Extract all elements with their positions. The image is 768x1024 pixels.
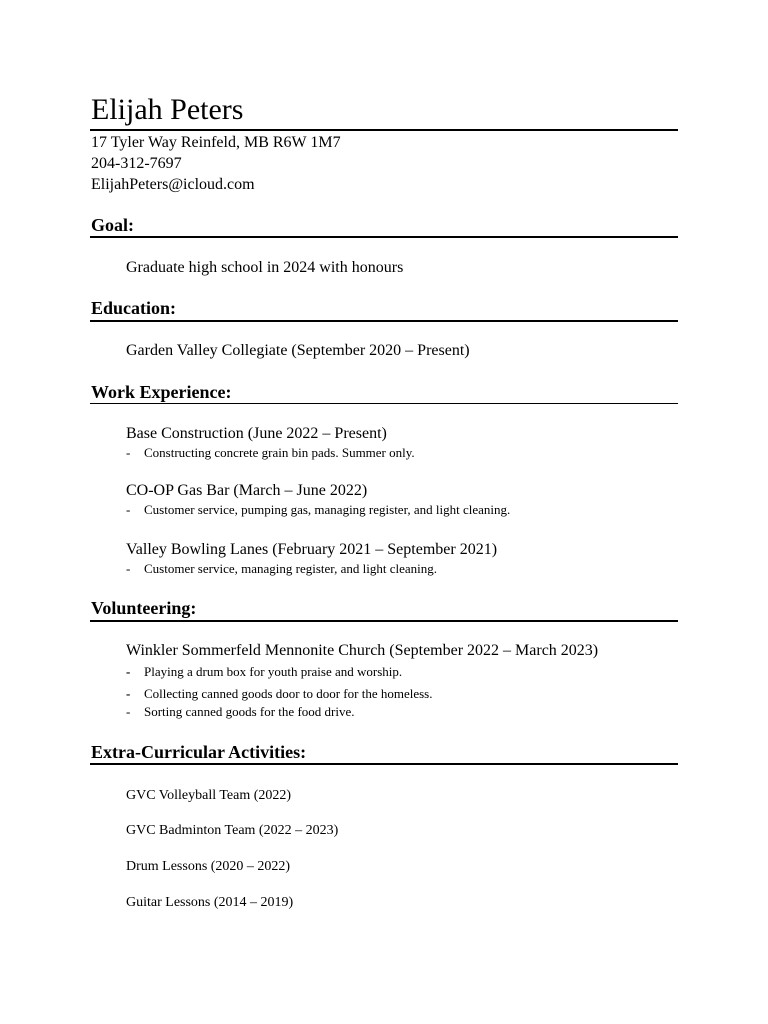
name-divider	[90, 129, 678, 131]
volunteering-bullet	[126, 686, 432, 702]
bullet-marker: -	[126, 704, 131, 719]
bullet-marker: -	[126, 445, 131, 460]
volunteering-heading: Volunteering:	[91, 598, 197, 618]
job-bullet-text: Constructing concrete grain bin pads. Summer only.	[144, 445, 415, 460]
extracurricular-heading: Extra-Curricular Activities:	[91, 742, 307, 762]
volunteering-bullet	[126, 704, 354, 720]
contact-email: ElijahPeters@icloud.com	[91, 176, 255, 193]
bullet-marker: -	[126, 502, 131, 517]
volunteering-divider	[90, 620, 678, 622]
job-bullet	[126, 502, 510, 518]
bullet-marker: -	[126, 664, 131, 679]
job-bullet-text: Customer service, managing register, and light cleaning.	[144, 561, 437, 576]
work-divider	[90, 403, 678, 404]
contact-address: 17 Tyler Way Reinfeld, MB R6W 1M7	[91, 134, 341, 151]
volunteering-title: Winkler Sommerfeld Mennonite Church (September 2022 – March 2023)	[126, 642, 599, 659]
volunteering-bullet-text: Sorting canned goods for the food drive.	[144, 704, 355, 719]
volunteering-bullet-text: Playing a drum box for youth praise and worship.	[144, 664, 403, 679]
resume-name: Elijah Peters	[91, 93, 244, 126]
bullet-marker: -	[126, 686, 131, 701]
education-heading: Education:	[91, 298, 177, 318]
job-title: Valley Bowling Lanes (February 2021 – September 2021)	[126, 541, 498, 558]
extracurricular-divider	[90, 763, 678, 765]
volunteering-bullet	[126, 664, 402, 680]
job-bullet	[126, 445, 415, 461]
activity-item: Guitar Lessons (2014 – 2019)	[126, 895, 294, 910]
education-entry: Garden Valley Collegiate (September 2020 – Present)	[126, 342, 470, 359]
volunteering-bullet-text: Collecting canned goods door to door for the homeless.	[144, 686, 433, 701]
goal-heading: Goal:	[91, 215, 134, 235]
job-title: CO-OP Gas Bar (March – June 2022)	[126, 482, 368, 499]
goal-text: Graduate high school in 2024 with honours	[126, 259, 404, 276]
job-title: Base Construction (June 2022 – Present)	[126, 425, 387, 442]
activity-item: GVC Badminton Team (2022 – 2023)	[126, 823, 339, 838]
activity-item: Drum Lessons (2020 – 2022)	[126, 859, 291, 874]
bullet-marker: -	[126, 561, 131, 576]
goal-divider	[90, 236, 678, 238]
activity-item: GVC Volleyball Team (2022)	[126, 788, 292, 803]
education-divider	[90, 320, 678, 322]
contact-phone: 204-312-7697	[91, 155, 182, 172]
job-bullet	[126, 561, 437, 577]
job-bullet-text: Customer service, pumping gas, managing register, and light cleaning.	[144, 502, 511, 517]
work-heading: Work Experience:	[91, 382, 232, 402]
